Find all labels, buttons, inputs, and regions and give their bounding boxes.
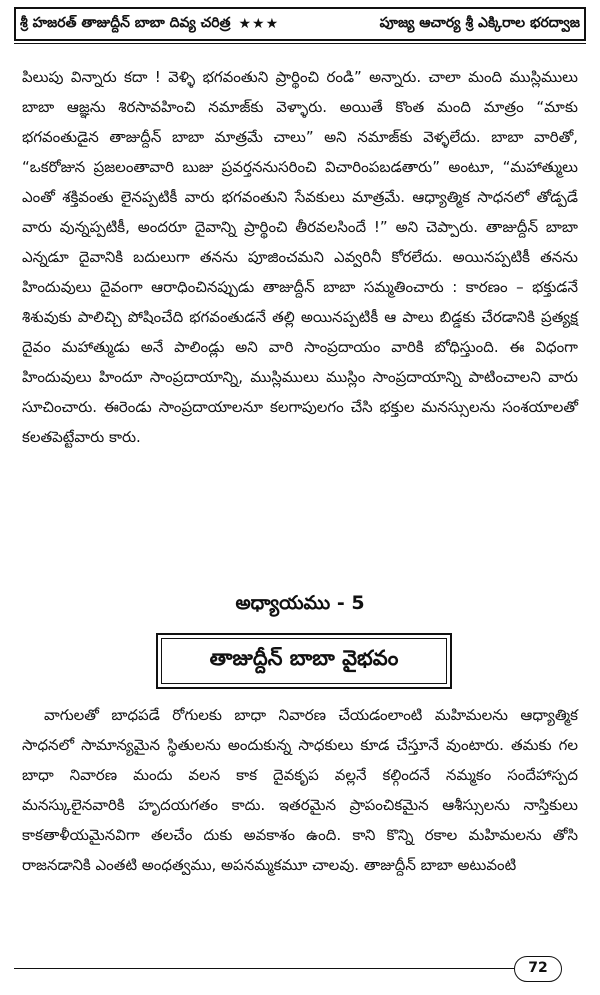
header-stars: ★★★ (238, 16, 280, 32)
header-divider (14, 43, 586, 44)
body-paragraph-1: పిలుపు విన్నారు కదా ! వెళ్ళి భగవంతుని ప్రార్థించి రండి” అన్నారు. చాలా మంది ముస్లిములు బాబా ఆజ్ఞను శిరసావహించి నమాజ్‌కు వెళ్ళారు. అయితే కొంత మంది మాత్రం “మాకు భగవంతుడైన తాజుద్దీన్ బాబా మాత్రమే చాలు” అని నమాజ్‌కు వెళ్ళలేదు. బాబా వారితో, “ఒకరోజున ప్రజలంతావారి బుజు ప్రవర్తననుసరించి విచారింపబడతారు” అంటూ, “మహాత్ములు ఎంతో శక్తివంతు లైనప్పటికీ వారు భగవంతుని సేవకులు మాత్రమే. ఆధ్యాత్మిక సాధనలో తోడ్పడే వారు వున్నప్పటికీ, అందరూ దైవాన్ని ప్రార్థించి తీరవలసిందే !” అని చెప్పారు. తాజుద్దీన్ బాబా ఎన్నడూ దైవానికి బదులుగా తనను పూజించమని ఎవ్వరినీ కోరలేదు. అయినప్పటికీ తనను హిందువులు దైవంగా ఆరాధించినప్పుడు తాజుద్దీన్ బాబా సమ్మతించారు : కారణం – భక్తుడనే శిశువుకు పాలిచ్చి పోషించేది భగవంతుడనే తల్లి అయినప్పటికీ ఆ పాలు బిడ్డకు చేరడానికి ప్రత్యక్ష దైవం మహాత్ముడు అనే పాలిండ్లు అని వారి సాంప్రదాయం వారికి బోధిస్తుంది. ఈ విధంగా హిందువులు హిందూ సాంప్రదాయాన్ని, ముస్లిములు ముస్లిం సాంప్రదాయాన్ని పాటించాలని వారు సూచించారు. ఈరెండు సాంప్రదాయాలనూ కలగాపులగం చేసి భక్తుల మనస్సులను సంశయాలతో కలతపెట్టేవారు కారు. (22, 68, 578, 446)
running-header (14, 7, 586, 41)
body-paragraph-2: వాగులతో బాధపడే రోగులకు బాధా నివారణ చేయడంలాంటి మహిమలను ఆధ్యాత్మిక సాధనలో సామాన్యమైన స్థితులను అందుకున్న సాధకులు కూడ చేస్తూనే వుంటారు. తమకు గల బాధా నివారణ మందు వలన కాక దైవకృప వల్లనే కల్గిందనే నమ్మకం సందేహాస్పద మనస్కులైనవారికి హృదయగతం కాదు. ఇతరమైన ప్రాపంచికమైన ఆశీస్సులను నాస్తికులు కాకతాళీయమైనవిగా తలచేం దుకు అవకాశం ఉంది. కాని కొన్ని రకాల మహిమలను తోసి రాజనడానికి ఎంతటి అంధత్వము, అపనమ్మకమూ చాలవు. తాజుద్దీన్ బాబా అటువంటి (22, 706, 578, 874)
chapter-title-box (156, 633, 452, 689)
chapter-number-heading: అధ్యాయము - 5 (235, 592, 365, 614)
chapter-title: తాజుద్దీన్ బాబా వైభవం (161, 638, 447, 684)
author-name: పూజ్య ఆచార్య శ్రీ ఎక్కిరాల భరద్వాజ (379, 14, 580, 31)
book-title: శ్రీ హజరత్ తాజుద్దీన్ బాబా దివ్య చరిత్ర (20, 14, 231, 31)
footer-divider (14, 968, 514, 969)
page-number: 72 (514, 956, 562, 982)
